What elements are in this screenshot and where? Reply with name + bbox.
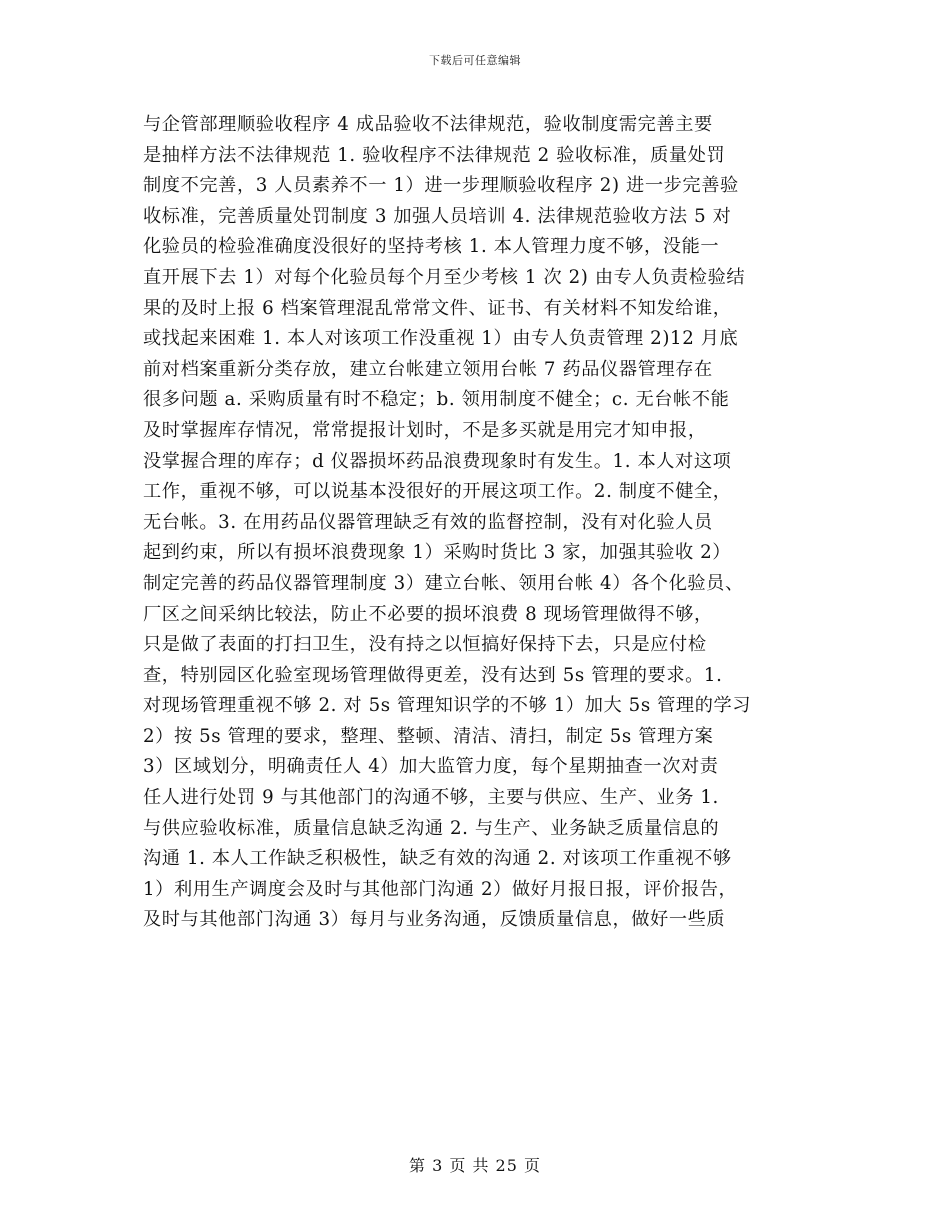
text-line: 或找起来困难 1. 本人对该项工作没重视 1）由专人负责管理 2)12 月底 <box>143 328 739 350</box>
text-line: 前对档案重新分类存放，建立台帐建立领用台帐 7 药品仪器管理存在 <box>143 358 713 380</box>
document-body <box>143 110 823 936</box>
text-line: 查，特别园区化验室现场管理做得更差，没有达到 5s 管理的要求。1. <box>143 664 723 686</box>
text-line: 2）按 5s 管理的要求，整理、整顿、清洁、清扫，制定 5s 管理方案 <box>143 725 714 747</box>
page-number-footer: 第 3 页 共 25 页 <box>409 1156 541 1175</box>
text-line: 制度不完善，3 人员素养不一 1）进一步理顺验收程序 2) 进一步完善验 <box>143 175 739 197</box>
text-line: 厂区之间采纳比较法，防止不必要的损坏浪费 8 现场管理做得不够， <box>143 603 713 625</box>
text-line: 与企管部理顺验收程序 4 成品验收不法律规范，验收制度需完善主要 <box>143 114 713 135</box>
text-line: 只是做了表面的打扫卫生，没有持之以恒搞好保持下去，只是应付检 <box>143 634 707 656</box>
text-line: 果的及时上报 6 档案管理混乱常常文件、证书、有关材料不知发给谁， <box>143 297 732 319</box>
text-line: 及时与其他部门沟通 3）每月与业务沟通，反馈质量信息，做好一些质 <box>143 909 726 931</box>
text-line: 沟通 1. 本人工作缺乏积极性，缺乏有效的沟通 2. 对该项工作重视不够 <box>143 848 732 870</box>
text-line: 没掌握合理的库存；d 仪器损坏药品浪费现象时有发生。1. 本人对这项 <box>143 450 732 472</box>
text-line: 是抽样方法不法律规范 1. 验收程序不法律规范 2 验收标准，质量处罚 <box>143 144 726 166</box>
text-line: 制定完善的药品仪器管理制度 3）建立台帐、领用台帐 4）各个化验员、 <box>143 572 744 594</box>
text-line: 工作，重视不够，可以说基本没很好的开展这项工作。2. 制度不健全， <box>143 481 732 503</box>
page-header: 下载后可任意编辑 <box>429 54 521 67</box>
text-line: 任人进行处罚 9 与其他部门的沟通不够，主要与供应、生产、业务 1. <box>143 787 719 809</box>
text-line: 及时掌握库存情况，常常提报计划时，不是多买就是用完才知申报， <box>143 419 707 441</box>
text-line: 无台帐。3. 在用药品仪器管理缺乏有效的监督控制，没有对化验人员 <box>143 511 713 533</box>
text-line: 直开展下去 1）对每个化验员每个月至少考核 1 次 2) 由专人负责检验结 <box>143 266 746 288</box>
text-line: 3）区域划分，明确责任人 4）加大监管力度，每个星期抽查一次对责 <box>143 756 719 778</box>
text-line: 与供应验收标准，质量信息缺乏沟通 2. 与生产、业务缺乏质量信息的 <box>143 817 720 839</box>
text-line: 收标准，完善质量处罚制度 3 加强人员培训 4. 法律规范验收方法 5 对 <box>143 205 732 227</box>
text-line: 化验员的检验准确度没很好的坚持考核 1. 本人管理力度不够，没能一 <box>143 236 720 258</box>
text-line: 起到约束，所以有损坏浪费现象 1）采购时货比 3 家，加强其验收 2） <box>143 542 732 564</box>
text-line: 对现场管理重视不够 2. 对 5s 管理知识学的不够 1）加大 5s 管理的学习 <box>143 695 752 717</box>
text-line: 很多问题 a. 采购质量有时不稳定；b. 领用制度不健全；c. 无台帐不能 <box>143 389 730 411</box>
text-line: 1）利用生产调度会及时与其他部门沟通 2）做好月报日报，评价报告， <box>143 878 738 900</box>
